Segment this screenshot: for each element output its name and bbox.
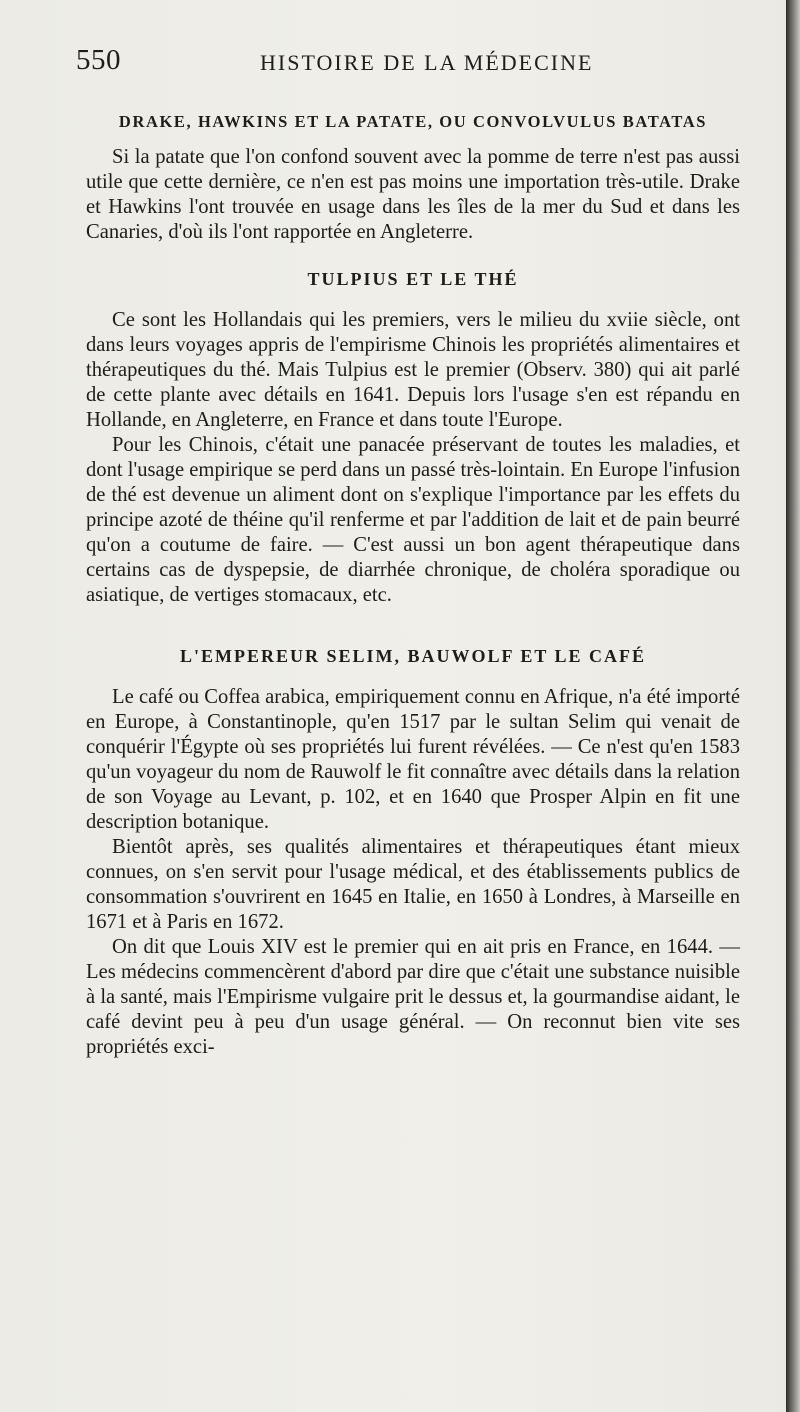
section-title-selim: L'EMPEREUR SELIM, BAUWOLF ET LE CAFÉ xyxy=(179,646,647,666)
page-content xyxy=(86,112,740,1060)
section-title-drake: DRAKE, HAWKINS ET LA PATATE, OU CONVOLVULUS BATATAS xyxy=(118,112,708,131)
paragraph-cafe-louis-xiv: On dit que Louis XIV est le premier qui en ait pris en France, en 1644. — Les médecins commencèrent d'abord par dire que c'était une substance nuisible à la santé, mais l'Empirisme vulgaire prit le dessus et, la gourmandise aidant, le café devint peu à peu d'un usage général. — On reconnut bien vite ses propriétés exci- xyxy=(86,936,740,1058)
section-title-tulpius: TULPIUS ET LE THÉ xyxy=(307,269,519,289)
paragraph-patate: Si la patate que l'on confond souvent avec la pomme de terre n'est pas aussi utile que cette dernière, ce n'en est pas moins une importation très-utile. Drake et Hawkins l'ont trouvée en usage dans les îles de la mer du Sud et dans les Canaries, d'où ils l'ont rapportée en Angleterre. xyxy=(86,146,740,243)
paragraph-cafe-qualites: Bientôt après, ses qualités alimentaires et thérapeutiques étant mieux connues, on s'en servit pour l'usage médical, et des établissements publics de consommation s'ouvrirent en 1645 en Italie, en 1650 à Londres, à Marseille en 1671 et à Paris en 1672. xyxy=(86,836,740,933)
paragraph-the-origin: Ce sont les Hollandais qui les premiers, vers le milieu du xviie siècle, ont dans leurs voyages appris de l'empirisme Chinois les propriétés alimentaires et thérapeutiques du thé. Mais Tulpius est le premier (Observ. 380) qui ait parlé de cette plante avec détails en 1641. Depuis lors l'usage s'en est répandu en Hollande, en Angleterre, en France et dans toute l'Europe. xyxy=(86,309,740,431)
page-number: 550 xyxy=(76,44,121,76)
book-binding-edge xyxy=(786,0,800,1412)
running-title: HISTOIRE DE LA MÉDECINE xyxy=(260,50,594,75)
paragraph-the-usage: Pour les Chinois, c'était une panacée préservant de toutes les maladies, et dont l'usage empirique se perd dans un passé très-lointain. En Europe l'infusion de thé est devenue un aliment dont on s'explique l'importance par les effets du principe azoté de théine qu'il renferme et par l'addition de lait et de pain beurré qu'on a coutume de faire. — C'est aussi un bon agent thérapeutique dans certains cas de dyspepsie, de diarrhée chronique, de choléra sporadique ou asiatique, de vertiges stomacaux, etc. xyxy=(86,434,740,606)
paragraph-cafe-origin: Le café ou Coffea arabica, empiriquement connu en Afrique, n'a été importé en Europe, à Constantinople, qu'en 1517 par le sultan Selim qui venait de conquérir l'Égypte où ses propriétés lui furent révélées. — Ce n'est qu'en 1583 qu'un voyageur du nom de Rauwolf le fit connaître avec détails dans la relation de son Voyage au Levant, p. 102, et en 1640 que Prosper Alpin en fit une description botanique. xyxy=(86,686,740,833)
page-header xyxy=(76,44,756,84)
